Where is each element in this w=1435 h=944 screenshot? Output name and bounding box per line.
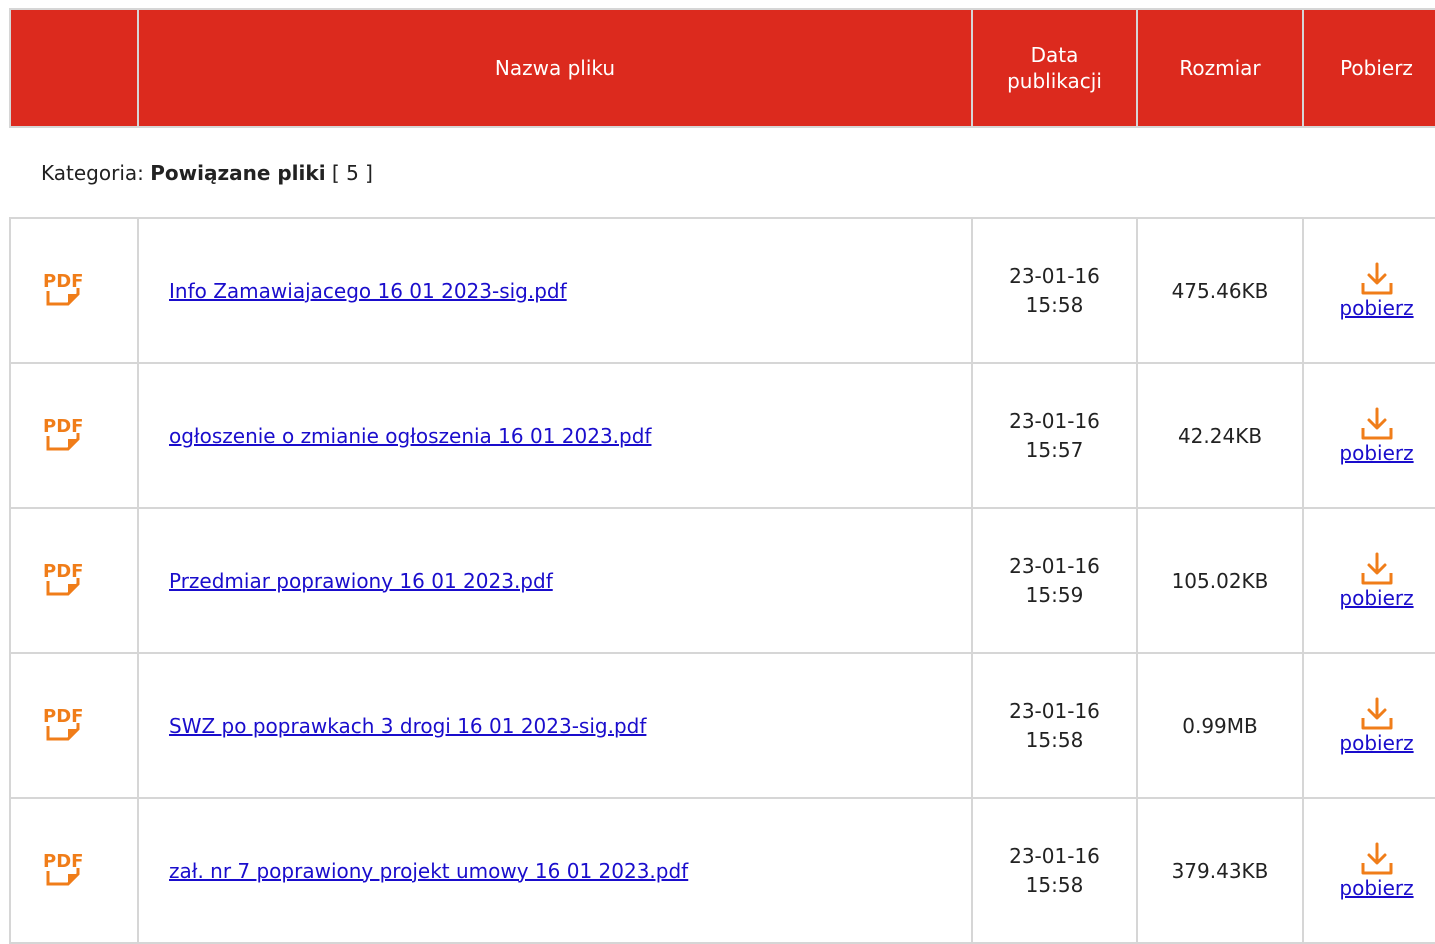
file-icon-cell (10, 653, 138, 798)
header-size: Rozmiar (1137, 9, 1303, 127)
header-file-name: Nazwa pliku (138, 9, 972, 127)
header-publish-date (972, 9, 1137, 127)
file-date: 23-01-16 (1009, 408, 1100, 433)
header-date-line1: Data (1030, 43, 1079, 67)
file-time: 15:58 (1025, 727, 1084, 752)
svg-text:PDF: PDF (43, 851, 84, 872)
file-date-cell (972, 218, 1137, 363)
download-icon[interactable] (1357, 697, 1397, 731)
download-link[interactable]: pobierz (1339, 440, 1414, 465)
files-table (9, 8, 1435, 944)
file-icon-cell (10, 363, 138, 508)
header-download: Pobierz (1303, 9, 1435, 127)
download-icon[interactable] (1357, 407, 1397, 441)
download-cell (1303, 363, 1435, 508)
category-name: Powiązane pliki (150, 160, 326, 185)
category-count: [ 5 ] (331, 160, 373, 185)
file-date: 23-01-16 (1009, 263, 1100, 288)
file-time: 15:58 (1025, 292, 1084, 317)
download-cell (1303, 218, 1435, 363)
file-date-cell (972, 363, 1137, 508)
download-cell (1303, 653, 1435, 798)
file-date-cell (972, 798, 1137, 943)
pdf-icon (42, 699, 86, 741)
file-link[interactable]: SWZ po poprawkach 3 drogi 16 01 2023-sig.pdf (169, 713, 647, 738)
download-cell (1303, 798, 1435, 943)
file-time: 15:57 (1025, 437, 1084, 462)
pdf-icon (42, 844, 86, 886)
file-name-cell (138, 218, 972, 363)
file-size: 0.99MB (1137, 653, 1303, 798)
pdf-icon (42, 409, 86, 451)
download-icon[interactable] (1357, 842, 1397, 876)
download-link[interactable]: pobierz (1339, 875, 1414, 900)
file-name-cell (138, 798, 972, 943)
download-link[interactable]: pobierz (1339, 730, 1414, 755)
file-time: 15:59 (1025, 582, 1084, 607)
file-date-cell (972, 653, 1137, 798)
file-link[interactable]: Info Zamawiajacego 16 01 2023-sig.pdf (169, 278, 567, 303)
header-icon-column (10, 9, 138, 127)
file-date-cell (972, 508, 1137, 653)
svg-text:PDF: PDF (43, 416, 84, 437)
svg-text:PDF: PDF (43, 271, 84, 292)
file-name-cell (138, 363, 972, 508)
svg-text:PDF: PDF (43, 706, 84, 727)
download-link[interactable]: pobierz (1339, 585, 1414, 610)
file-link[interactable]: ogłoszenie o zmianie ogłoszenia 16 01 2023.pdf (169, 423, 652, 448)
file-row (10, 363, 1435, 508)
file-link[interactable]: zał. nr 7 poprawiony projekt umowy 16 01 2023.pdf (169, 858, 689, 883)
file-link[interactable]: Przedmiar poprawiony 16 01 2023.pdf (169, 568, 553, 593)
file-row (10, 508, 1435, 653)
file-row (10, 218, 1435, 363)
file-date: 23-01-16 (1009, 843, 1100, 868)
file-row (10, 653, 1435, 798)
header-date-line2: publikacji (1007, 69, 1102, 93)
file-size: 475.46KB (1137, 218, 1303, 363)
pdf-icon (42, 554, 86, 596)
table-header-row (10, 9, 1435, 127)
file-icon-cell (10, 218, 138, 363)
file-name-cell (138, 508, 972, 653)
file-name-cell (138, 653, 972, 798)
file-size: 105.02KB (1137, 508, 1303, 653)
category-row (10, 127, 1435, 218)
download-icon[interactable] (1357, 262, 1397, 296)
category-prefix: Kategoria: (41, 160, 144, 185)
download-link[interactable]: pobierz (1339, 295, 1414, 320)
category-cell (10, 127, 1435, 218)
file-icon-cell (10, 508, 138, 653)
pdf-icon (42, 264, 86, 306)
file-size: 42.24KB (1137, 363, 1303, 508)
file-icon-cell (10, 798, 138, 943)
file-time: 15:58 (1025, 872, 1084, 897)
file-date: 23-01-16 (1009, 553, 1100, 578)
file-row (10, 798, 1435, 943)
download-icon[interactable] (1357, 552, 1397, 586)
svg-text:PDF: PDF (43, 561, 84, 582)
file-date: 23-01-16 (1009, 698, 1100, 723)
download-cell (1303, 508, 1435, 653)
file-size: 379.43KB (1137, 798, 1303, 943)
